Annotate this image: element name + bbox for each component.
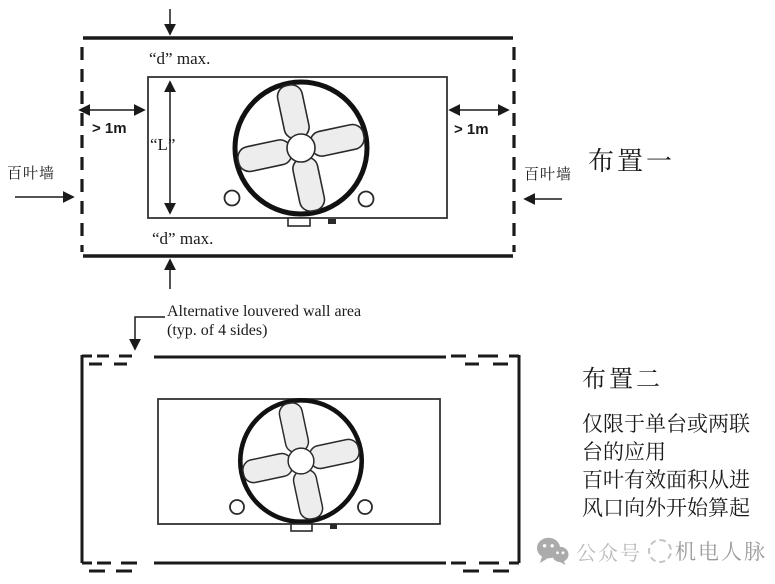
note-line-4: 风口向外开始算起 [582, 496, 750, 520]
arrangement-1-title: 布置一 [588, 147, 676, 176]
watermark [536, 536, 767, 566]
bolt-hole-right [358, 500, 372, 514]
alternative-louver-callout [167, 302, 361, 340]
dim-label-L: “L” [150, 135, 176, 154]
unit-foot-tab [291, 524, 312, 531]
arrangement-1-fan-unit [148, 72, 447, 226]
bolt-hole-left [230, 500, 244, 514]
watermark-source-label: 公众号 [576, 542, 642, 565]
callout-line-1: Alternative louvered wall area [167, 303, 362, 320]
louver-wall-label-left: 百叶墙 [7, 166, 56, 182]
dim-label-d-max-top: “d” max. [149, 49, 211, 68]
clearance-label-left: > 1m [92, 120, 127, 137]
wechat-icon [536, 537, 569, 565]
unit-small-tab [330, 524, 337, 529]
watermark-account-name: 机电人脉 [675, 541, 767, 564]
louver-wall-label-right: 百叶墙 [524, 167, 573, 183]
application-notes [582, 410, 750, 522]
note-line-1: 仅限于单台或两联 [582, 412, 750, 436]
note-line-3: 百叶有效面积从进 [582, 468, 750, 492]
note-line-2: 台的应用 [582, 440, 666, 464]
bolt-hole-right [359, 192, 374, 207]
dim-label-d-max-bottom: “d” max. [152, 229, 214, 248]
unit-foot-tab [288, 218, 310, 226]
arrangement-2-fan-unit [158, 391, 440, 531]
watermark-logo-circle-icon [648, 539, 672, 563]
callout-line-2: (typ. of 4 sides) [167, 322, 268, 339]
callout-leader [135, 317, 165, 349]
clearance-label-right: > 1m [454, 121, 489, 138]
bolt-hole-left [225, 191, 240, 206]
leader-line [135, 317, 165, 348]
unit-small-tab [328, 219, 336, 224]
arrangement-2-title: 布置二 [582, 367, 663, 393]
